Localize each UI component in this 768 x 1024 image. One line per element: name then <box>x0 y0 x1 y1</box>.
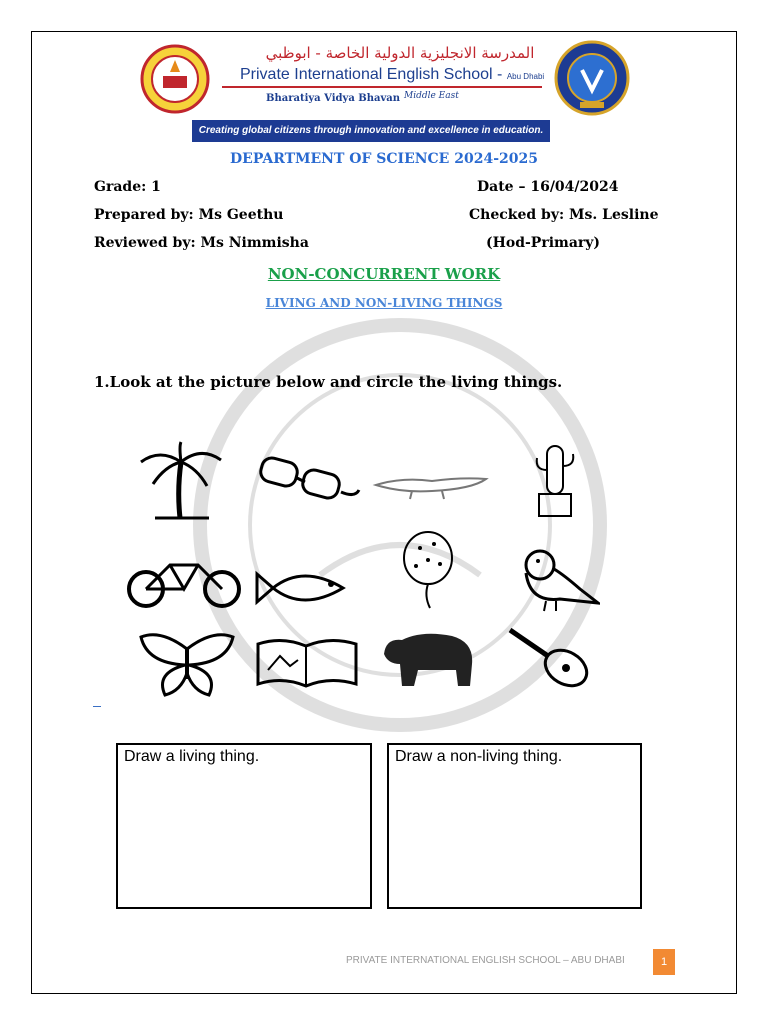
bear-icon[interactable] <box>378 624 478 690</box>
stray-underline <box>93 706 101 707</box>
cactus-icon[interactable] <box>525 440 585 520</box>
grade: Grade: 1 <box>94 179 161 195</box>
school-city: Abu Dhabi <box>506 72 545 81</box>
page-number: 1 <box>653 949 675 975</box>
question-text: 1.Look at the picture below and circle the living things. <box>94 373 563 391</box>
reviewed-by: Reviewed by: Ms Nimmisha <box>94 235 309 251</box>
draw-living-box[interactable] <box>116 743 372 909</box>
palm-tree-icon[interactable] <box>135 440 225 520</box>
header-divider <box>222 86 542 88</box>
group-region: Middle East <box>404 91 459 101</box>
checked-by: Checked by: Ms. Lesline <box>469 207 659 223</box>
glasses-icon[interactable] <box>255 440 365 520</box>
school-logo-left-icon <box>140 44 210 114</box>
school-logo-right-icon <box>554 40 630 116</box>
tagline-banner: Creating global citizens through innovation and excellence in education. <box>192 120 550 142</box>
date: Date – 16/04/2024 <box>477 179 619 195</box>
school-name-text: Private International English School - <box>240 66 503 83</box>
prepared-by: Prepared by: Ms Geethu <box>94 207 284 223</box>
bird-icon[interactable] <box>510 540 600 620</box>
school-name-arabic: المدرسة الانجليزية الدولية الخاصة - ابوظبي <box>265 44 535 62</box>
footer-school-name: PRIVATE INTERNATIONAL ENGLISH SCHOOL – ABU DHABI <box>346 955 625 966</box>
guitar-icon[interactable] <box>500 624 594 690</box>
draw-non-living-label: Draw a non-living thing. <box>395 748 563 765</box>
crocodile-icon[interactable] <box>372 445 490 525</box>
school-name <box>240 66 560 84</box>
department-title: DEPARTMENT OF SCIENCE 2024-2025 <box>230 151 538 167</box>
bicycle-icon[interactable] <box>126 540 242 620</box>
hod-label: (Hod-Primary) <box>486 235 601 251</box>
group-name: Bharatiya Vidya Bhavan <box>266 93 401 104</box>
draw-non-living-box[interactable] <box>387 743 642 909</box>
butterfly-icon[interactable] <box>137 624 237 704</box>
fish-icon[interactable] <box>253 548 363 628</box>
worksheet-subtitle: LIVING AND NON-LIVING THINGS <box>265 296 503 310</box>
balloon-icon[interactable] <box>398 530 458 610</box>
draw-living-label: Draw a living thing. <box>124 748 260 765</box>
worksheet-title: NON-CONCURRENT WORK <box>267 265 501 283</box>
book-icon[interactable] <box>254 630 360 690</box>
